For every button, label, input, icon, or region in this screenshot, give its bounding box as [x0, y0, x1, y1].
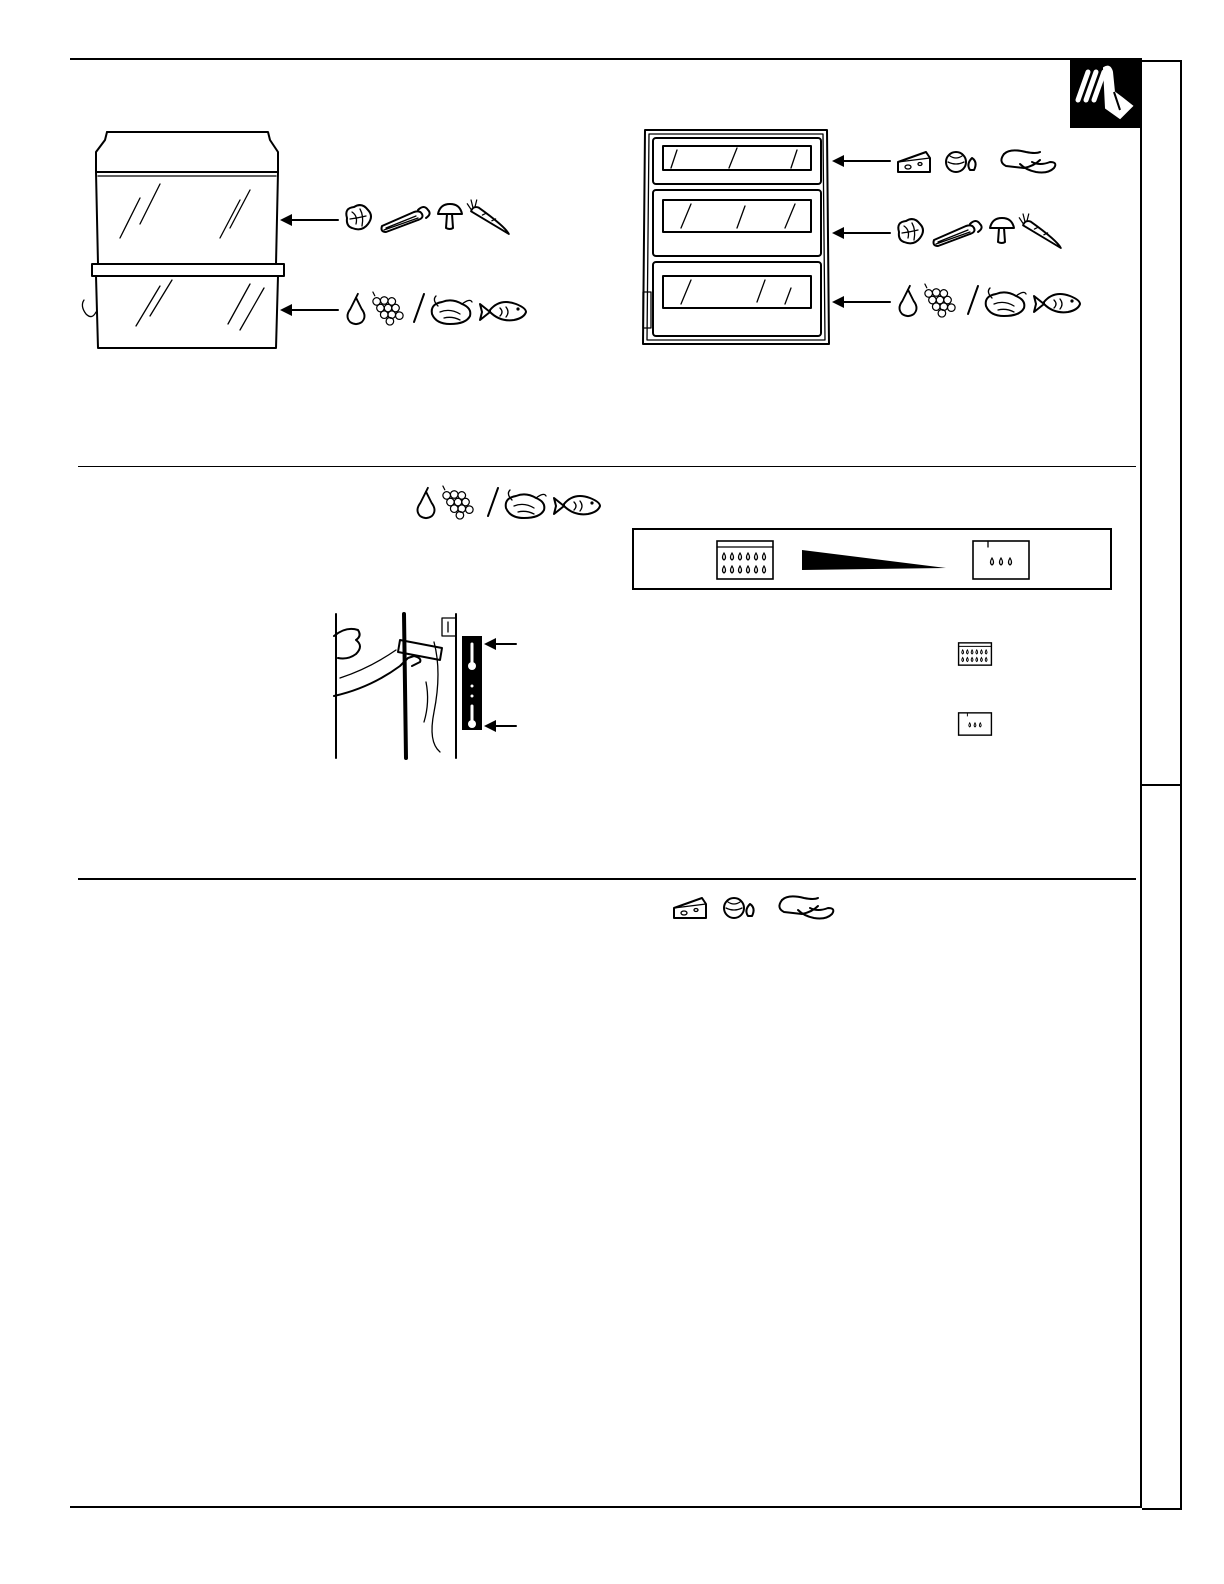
mushroom-icon: [988, 218, 1016, 246]
carrot-icon: [466, 200, 512, 234]
humidity-wedge: [802, 548, 948, 572]
top-rule: [70, 58, 1142, 60]
lettuce-icon: [896, 218, 926, 246]
food-icon-row-vegetables-2: [896, 214, 1066, 250]
food-icon-row-vegetables: [344, 200, 514, 236]
crisper-three-drawer-figure: [641, 128, 831, 348]
food-icon-row-fruit-meat: [344, 292, 534, 328]
crisper-two-drawer-figure: [80, 128, 290, 358]
humidity-scale-box: [632, 528, 1112, 590]
sausage-icon: [996, 148, 1058, 176]
grapes-icon: [922, 284, 958, 318]
low-humidity-icon: [958, 712, 992, 736]
side-tab-lower[interactable]: [1142, 784, 1182, 1510]
separator-slash: [488, 488, 500, 518]
bottom-rule: [70, 1506, 1142, 1508]
section-divider-2: [78, 878, 1136, 880]
separator-slash: [414, 294, 426, 324]
high-humidity-icon: [958, 642, 992, 666]
arrow-drawer-2: [832, 226, 892, 240]
food-icon-row-deli: [896, 146, 1066, 180]
pear-icon: [896, 284, 920, 318]
pear-icon: [414, 486, 438, 520]
fish-icon: [1034, 290, 1082, 316]
low-humidity-icon: [972, 540, 1030, 580]
high-humidity-icon: [716, 540, 774, 580]
corner-logo: [1070, 58, 1142, 128]
poultry-icon: [428, 296, 474, 326]
temperature-section-header-icons: [414, 486, 604, 522]
fish-icon: [480, 298, 528, 324]
grapes-icon: [370, 292, 406, 326]
onion-garlic-icon: [722, 894, 758, 922]
pointing-hand-icon: [1070, 58, 1142, 128]
mushroom-icon: [436, 204, 464, 232]
temperature-control-figure: [330, 612, 530, 762]
hand-icon: [334, 629, 420, 696]
arrow-top-drawer: [280, 213, 340, 227]
separator-slash: [968, 286, 980, 316]
arrow-drawer-1: [832, 154, 892, 168]
fish-icon: [554, 492, 602, 518]
pear-icon: [344, 292, 368, 326]
celery-icon: [932, 218, 984, 248]
poultry-icon: [502, 490, 548, 520]
grapes-icon: [440, 486, 476, 520]
cheese-icon: [896, 150, 932, 176]
lettuce-icon: [344, 204, 374, 232]
food-icon-row-fruit-meat-2: [896, 284, 1086, 320]
side-tab-upper[interactable]: [1142, 60, 1182, 786]
poultry-icon: [982, 288, 1028, 318]
deli-section-header-icons: [672, 892, 842, 926]
section-divider-1: [78, 466, 1136, 467]
cheese-icon: [672, 896, 708, 922]
sausage-icon: [774, 894, 836, 922]
arrow-drawer-3: [832, 295, 892, 309]
arrow-bottom-drawer: [280, 303, 340, 317]
carrot-icon: [1018, 214, 1064, 248]
onion-garlic-icon: [944, 148, 980, 176]
celery-icon: [380, 204, 432, 234]
